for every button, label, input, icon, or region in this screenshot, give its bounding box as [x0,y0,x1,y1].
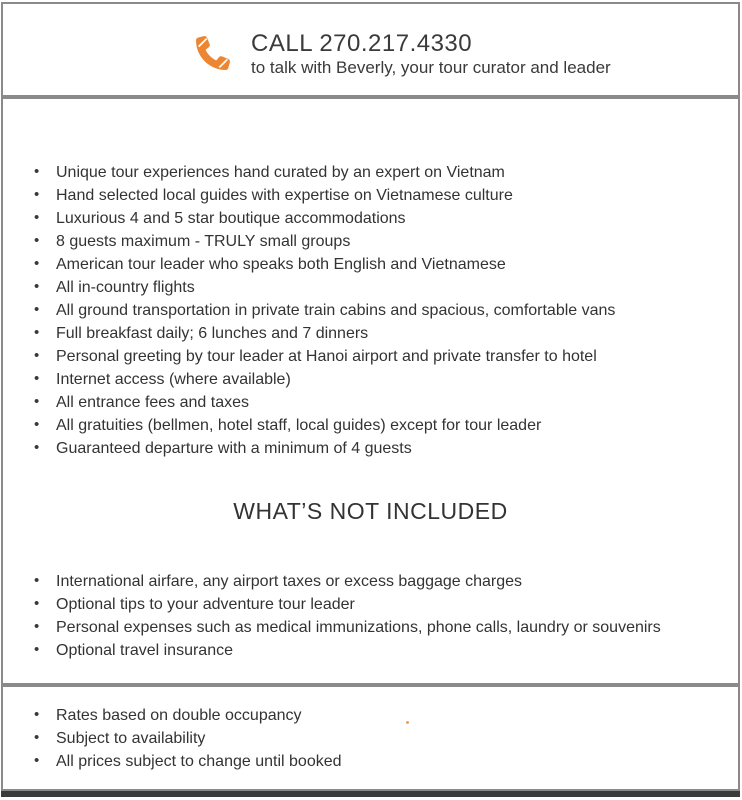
phone-icon [196,28,230,78]
rates-notes-list [3,704,738,773]
included-list-item: • Guaranteed departure with a minimum of 4 guests [56,437,720,460]
included-list-item: • Personal greeting by tour leader at Hanoi airport and private transfer to hotel [56,345,720,368]
rates-note-item: • Subject to availability [56,727,720,750]
included-list-item: • All gratuities (bellmen, hotel staff, local guides) except for tour leader [56,414,720,437]
bottom-shadow-bar [1,791,740,797]
included-list-item: • American tour leader who speaks both English and Vietnamese [56,253,720,276]
rates-note-item: • All prices subject to change until booked [56,750,720,773]
included-list-item: • Unique tour experiences hand curated by an expert on Vietnam [56,161,720,184]
call-phone-number: CALL 270.217.4330 [251,30,473,57]
not-included-list [3,570,738,662]
tour-details-box [1,97,740,685]
included-list-item: • Internet access (where available) [56,368,720,391]
included-list-item: • All ground transportation in private train cabins and spacious, comfortable vans [56,299,720,322]
not-included-list-item: • Optional travel insurance [56,639,720,662]
included-list-item: • Full breakfast daily; 6 lunches and 7 dinners [56,322,720,345]
not-included-list-item: • Personal expenses such as medical immunizations, phone calls, laundry or souvenirs [56,616,720,639]
included-list-item: • All in-country flights [56,276,720,299]
included-list-item: • All entrance fees and taxes [56,391,720,414]
call-header-box [1,2,740,97]
stray-orange-dot [406,721,409,724]
included-list-item: • Luxurious 4 and 5 star boutique accommodations [56,207,720,230]
included-list [3,161,738,460]
not-included-list-item: • International airfare, any airport taxes or excess baggage charges [56,570,720,593]
rates-note-item: • Rates based on double occupancy [56,704,720,727]
included-list-item: • 8 guests maximum - TRULY small groups [56,230,720,253]
included-list-item: • Hand selected local guides with expertise on Vietnamese culture [56,184,720,207]
rates-notes-box [1,685,740,791]
call-subtitle: to talk with Beverly, your tour curator and leader [251,58,611,77]
not-included-heading: WHAT’S NOT INCLUDED [233,498,508,524]
not-included-list-item: • Optional tips to your adventure tour leader [56,593,720,616]
